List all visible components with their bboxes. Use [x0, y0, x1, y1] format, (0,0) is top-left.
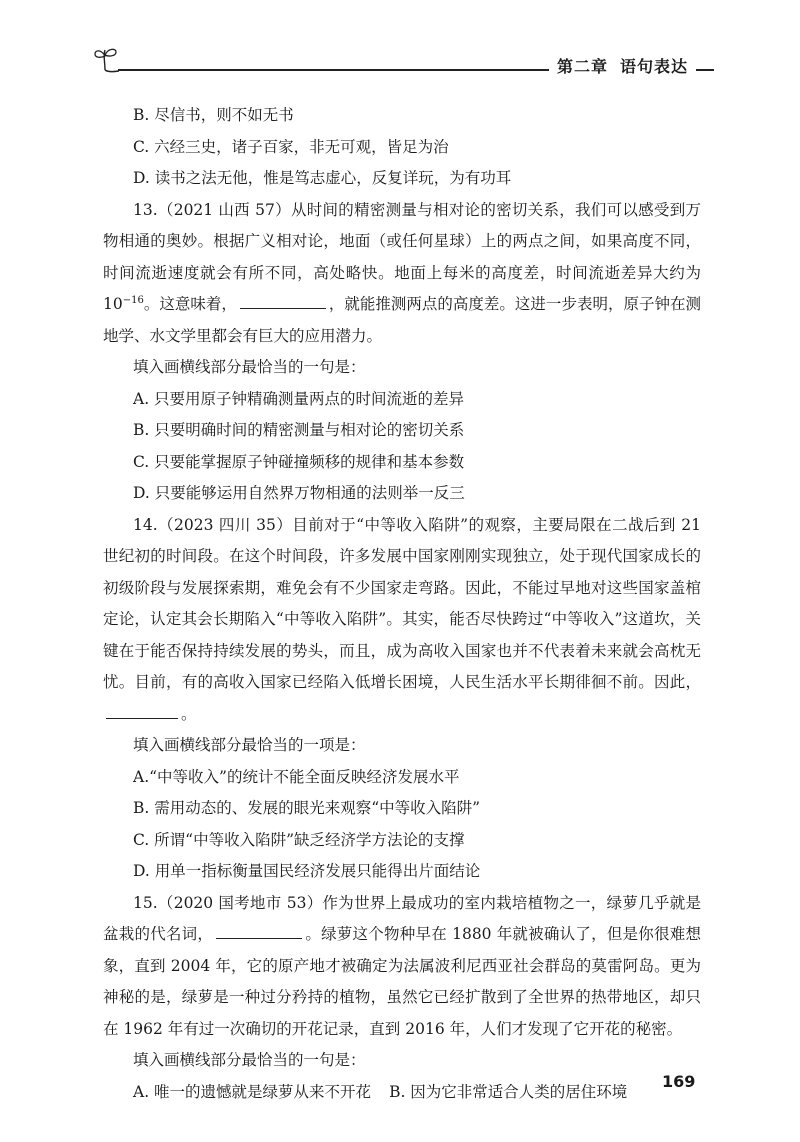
q12-option-c: C. 六经三史，诸子百家，非无可观，皆足为治 [133, 137, 449, 156]
page-content [103, 100, 701, 1108]
q13-exponent: −16 [122, 294, 144, 306]
q13-option-d: D. 只要能够运用自然界万物相通的法则举一反三 [133, 484, 465, 502]
page-number: 169 [662, 1072, 696, 1091]
q14-option-b: B. 需用动态的、发展的眼光来观察“中等收入陷阱” [133, 799, 481, 817]
q15-option-a: A. 唯一的遗憾就是绿萝从来不开花 [133, 1082, 372, 1101]
q15-option-b: B. 因为它非常适合人类的居住环境 [389, 1082, 628, 1101]
q15-stem-text-2: 。绿萝这个物种早在 1880 年就被确认了，但是你很难想象，直到 2004 年，它的原产地才被确定为法属波利尼西亚社会群岛的莫雷阿岛。更为神秘的是，绿萝是一种过分矜持的植物，虽然它已经扩散到了全世界的热带地区，却只在 1962 年有过一次确切的开花记录，直到 2016 年，人们才发现了它开花的秘密。 [103, 925, 701, 1038]
q13-prompt: 填入画横线部分最恰当的一句是： [133, 358, 366, 376]
sprout-icon [92, 46, 122, 78]
section-label: 语句表达 [619, 57, 688, 76]
q13-stem [103, 195, 701, 353]
q14-option-a: A.“中等收入”的统计不能全面反映经济发展水平 [133, 767, 460, 786]
q12-option-d: D. 读书之法无他，惟是笃志虚心，反复详玩，为有功耳 [133, 169, 512, 187]
q13-stem-text-3: ，就能推测两点的高度差。这进一步表明，原子钟在测地学、水文学里都会有巨大的应用潜力。 [103, 295, 701, 345]
q14-prompt: 填入画横线部分最恰当的一项是： [133, 736, 366, 754]
q13-option-b: B. 只要明确时间的精密测量与相对论的密切关系 [133, 421, 465, 439]
chapter-heading [549, 54, 696, 77]
q13-answer-blank [240, 294, 326, 309]
q15-options-row [103, 1077, 701, 1109]
q13-option-c: C. 只要能掌握原子钟碰撞频移的规律和基本参数 [133, 452, 465, 471]
q15-stem-text-1: 作为世界上最成功的室内栽培植物之一，绿萝几乎就是盆栽的代名词， [103, 893, 701, 943]
q14-stem-text-1: 目前对于“中等收入陷阱”的观察，主要局限在二战后到 21 世纪初的时间段。在这个时间段，许多发展中国家刚刚实现独立，处于现代国家成长的初级阶段与发展探索期，难免会有不少国家走弯路。因此，不能过早地对这些国家盖棺定论，认定其会长期陷入“中等收入陷阱”。其实，能否尽快跨过“中等收入”这道坎，关键在于能否保持持续发展的势头，而且，成为高收入国家也并不代表着未来就会高枕无忧。目前，有的高收入国家已经陷入低增长困境，人民生活水平长期徘徊不前。因此， [103, 515, 701, 691]
q14-option-c: C. 所谓“中等收入陷阱”缺乏经济学方法论的支撑 [133, 830, 465, 849]
q15-source: 15.（2020 国考地市 53） [133, 893, 323, 912]
q14-option-d: D. 用单一指标衡量国民经济发展只能得出片面结论 [133, 862, 481, 880]
q13-stem-text-2: 。这意味着， [143, 295, 237, 313]
q14-stem-text-2: 。 [181, 704, 197, 723]
q12-option-b: B. 尽信书，则不如无书 [133, 106, 294, 124]
chapter-label: 第二章 [556, 57, 608, 76]
q13-stem-text-1: 从时间的精密测量与相对论的密切关系，我们可以感受到万物相通的奥妙。根据广义相对论，地面（或任何星球）上的两点之间，如果高度不同，时间流逝速度就会有所不同，高处略快。地面上每米的高度差，时间流逝差异大约为 10 [103, 200, 701, 313]
q15-prompt: 填入画横线部分最恰当的一句是： [133, 1051, 366, 1069]
page-header [92, 46, 714, 86]
q14-answer-blank [106, 704, 178, 719]
q15-answer-blank [216, 924, 302, 939]
q15-stem [103, 888, 701, 1046]
q14-stem [103, 510, 701, 731]
q14-source: 14.（2023 四川 35） [133, 515, 293, 534]
q13-option-a: A. 只要用原子钟精确测量两点的时间流逝的差异 [133, 389, 465, 408]
q13-source: 13.（2021 山西 57） [133, 200, 291, 219]
